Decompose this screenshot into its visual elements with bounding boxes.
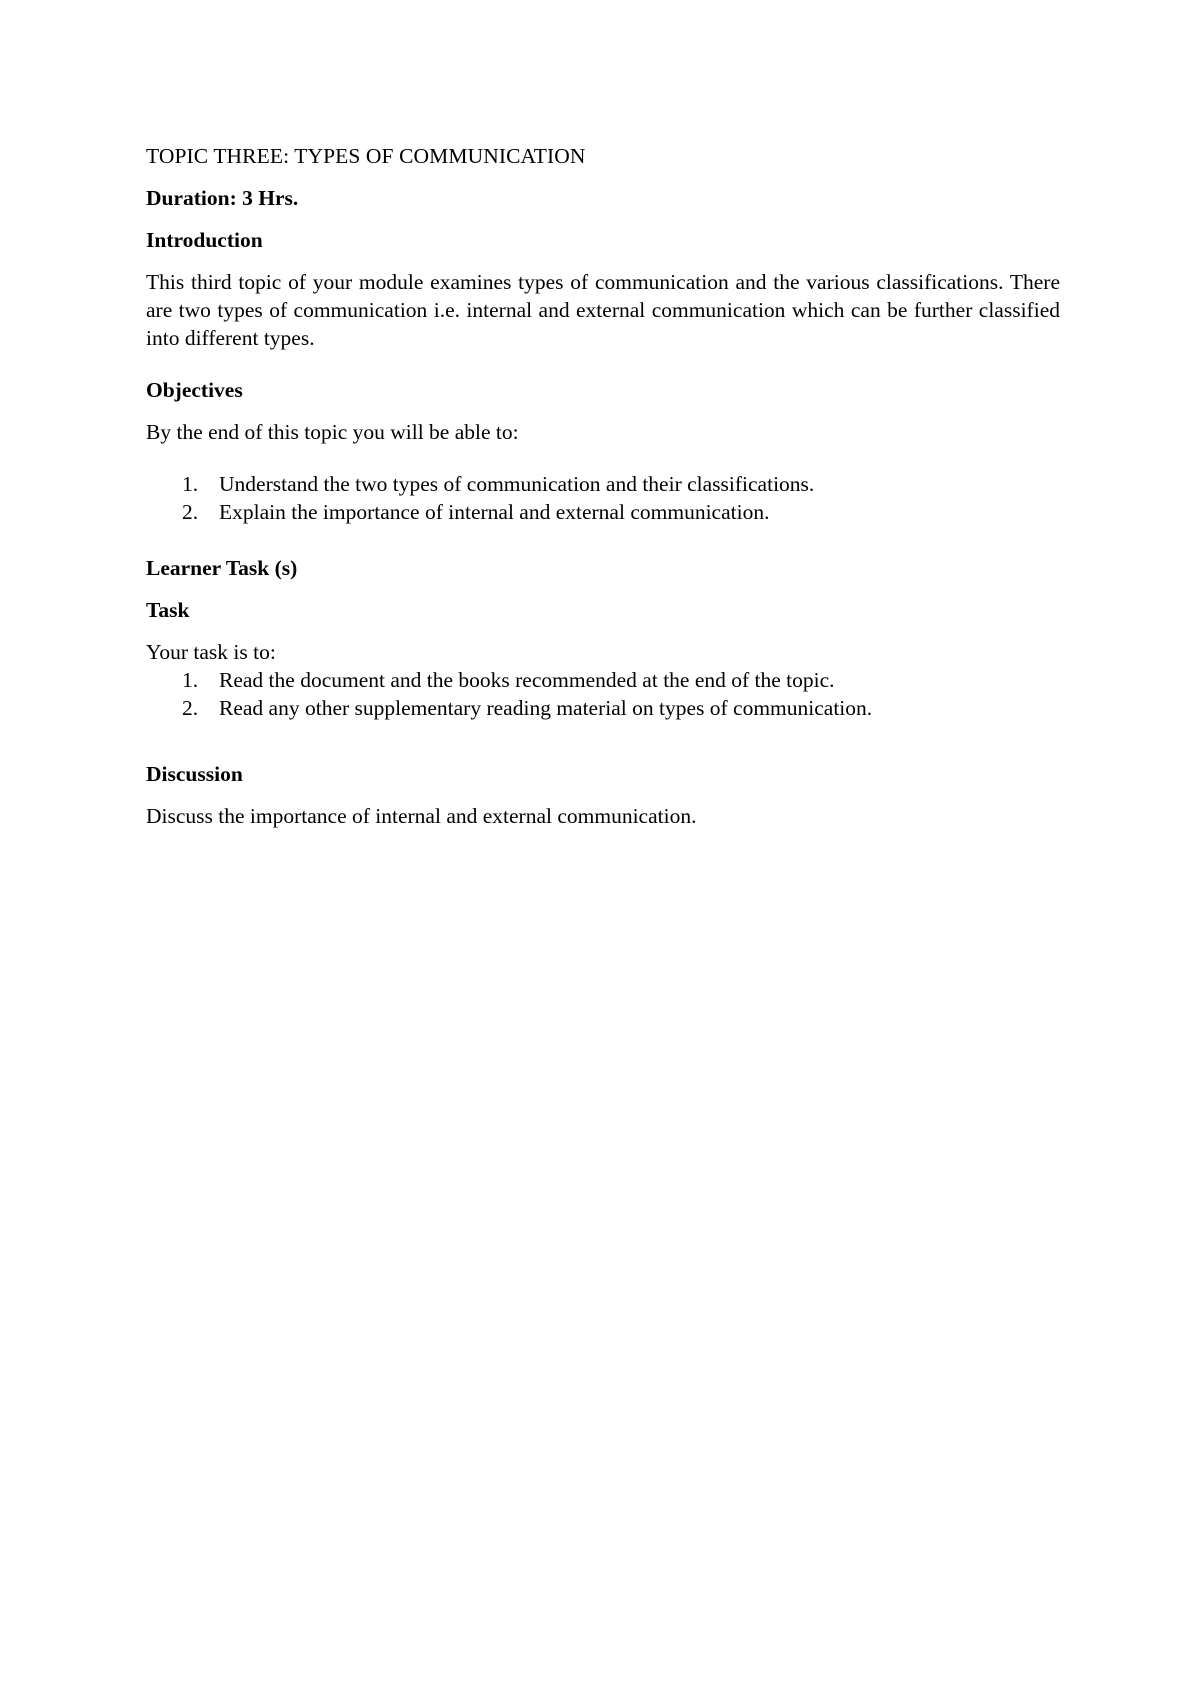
- list-item-text: Read the document and the books recommended at the end of the topic.: [219, 668, 835, 692]
- duration-label: Duration: 3 Hrs.: [146, 186, 299, 210]
- introduction-text: This third topic of your module examines types of communication and the various classifications. There are two types of communication i.e. internal and external communication which can be further classified into different types.: [146, 270, 1060, 350]
- list-number: 2.: [182, 696, 199, 720]
- document-title: TOPIC THREE: TYPES OF COMMUNICATION: [146, 144, 586, 168]
- task-list: [146, 666, 1060, 722]
- list-item: [146, 694, 1060, 722]
- learner-task-heading: Learner Task (s): [146, 556, 298, 580]
- objectives-list: [146, 470, 1060, 526]
- list-number: 1.: [182, 472, 199, 496]
- list-item-text: Explain the importance of internal and external communication.: [219, 500, 770, 524]
- list-item-text: Read any other supplementary reading material on types of communication.: [219, 696, 873, 720]
- list-item: [146, 498, 1060, 526]
- discussion-text: Discuss the importance of internal and external communication.: [146, 804, 697, 828]
- list-item: [146, 470, 1060, 498]
- list-item: [146, 666, 1060, 694]
- document-page: [146, 142, 1060, 844]
- list-number: 2.: [182, 500, 199, 524]
- task-intro: Your task is to:: [146, 640, 276, 664]
- objectives-heading: Objectives: [146, 378, 243, 402]
- list-item-text: Understand the two types of communication and their classifications.: [219, 472, 815, 496]
- task-heading: Task: [146, 598, 190, 622]
- discussion-heading: Discussion: [146, 762, 243, 786]
- objectives-intro: By the end of this topic you will be able to:: [146, 420, 519, 444]
- introduction-heading: Introduction: [146, 228, 263, 252]
- list-number: 1.: [182, 668, 199, 692]
